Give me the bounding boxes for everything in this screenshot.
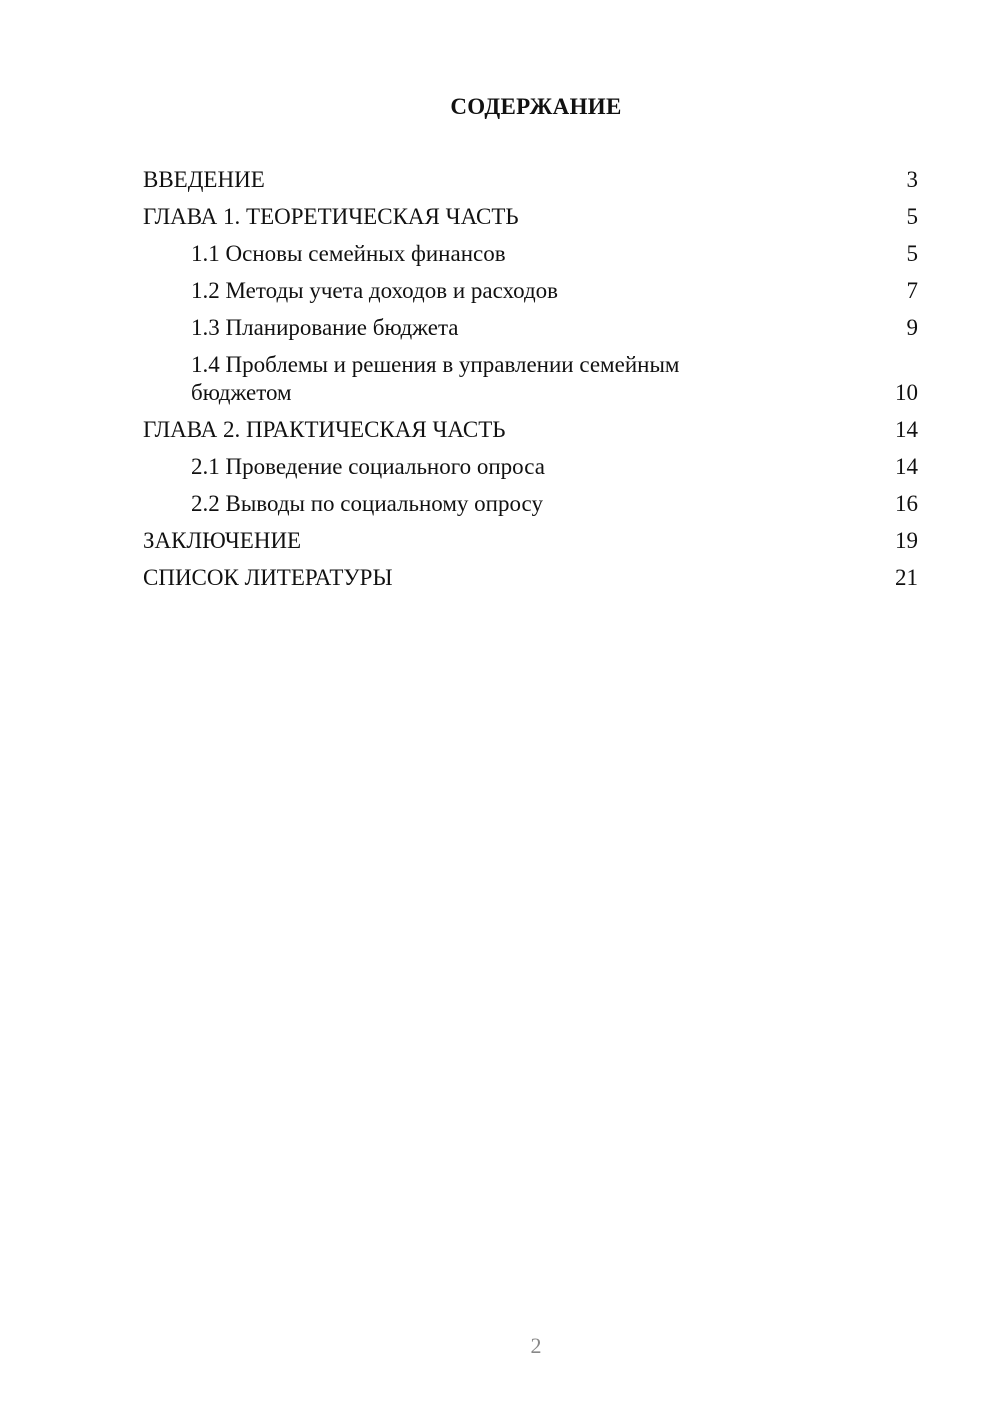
toc-entry-text: 1.3 Планирование бюджета [191,315,459,340]
toc-entry-section-2-1[interactable] [143,453,918,481]
page-number: 2 [530,1333,542,1358]
toc-entry-section-1-4[interactable] [143,351,918,407]
toc-entry-text: 2.2 Выводы по социальному опросу [191,491,543,516]
toc-title: СОДЕРЖАНИЕ [450,94,622,119]
toc-entry-page: 14 [895,454,918,479]
toc-entry-page: 21 [895,565,918,590]
toc-entry-page: 7 [906,278,918,303]
toc-entry-page: 3 [906,167,918,192]
toc-entry-page: 9 [906,315,918,340]
toc-entry-text: 1.2 Методы учета доходов и расходов [191,278,559,303]
toc-entry-text: ЗАКЛЮЧЕНИЕ [143,528,302,553]
toc-entry-section-1-3[interactable] [143,314,918,342]
toc-entry-page: 19 [895,528,918,553]
toc-entry-chapter-2[interactable] [143,416,918,444]
toc-entry-page: 14 [895,417,918,442]
toc-entry-section-2-2[interactable] [143,490,918,518]
toc-entry-text: ГЛАВА 1. ТЕОРЕТИЧЕСКАЯ ЧАСТЬ [143,204,519,229]
toc-entry-page: 16 [895,491,918,516]
toc-entry-page: 10 [895,380,918,405]
toc-entry-text: СПИСОК ЛИТЕРАТУРЫ [143,565,393,590]
toc-entry-page: 5 [906,204,918,229]
toc-entry-text: ВВЕДЕНИЕ [143,167,265,192]
toc-entry-text: 2.1 Проведение социального опроса [191,454,545,479]
toc-entry-page: 5 [906,241,918,266]
toc-entry-text: 1.1 Основы семейных финансов [191,241,506,266]
toc-entry-introduction[interactable] [143,166,918,194]
table-of-contents [143,166,918,601]
toc-entry-text: ГЛАВА 2. ПРАКТИЧЕСКАЯ ЧАСТЬ [143,417,506,442]
toc-entry-text: 1.4 Проблемы и решения в управлении семейным бюджетом [191,352,680,405]
toc-entry-section-1-1[interactable] [143,240,918,268]
toc-entry-chapter-1[interactable] [143,203,918,231]
toc-entry-conclusion[interactable] [143,527,918,555]
toc-entry-section-1-2[interactable] [143,277,918,305]
toc-entry-references[interactable] [143,564,918,592]
